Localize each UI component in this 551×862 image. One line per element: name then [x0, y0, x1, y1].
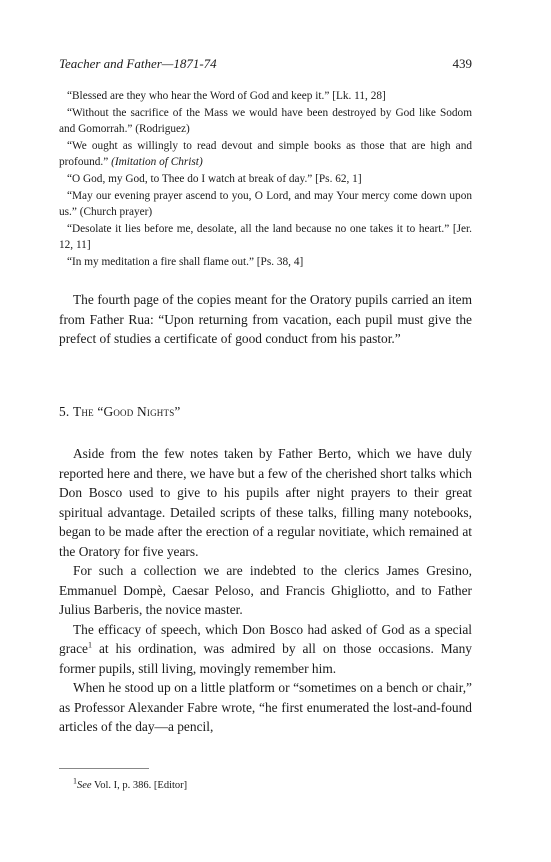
footnote — [59, 776, 472, 793]
section-body — [59, 444, 472, 737]
section-number: 5. — [59, 404, 70, 419]
page-number: 439 — [452, 56, 472, 71]
paragraph: When he stood up on a little platform or “sometimes on a bench or chair,” as Professor Alexander Fabre wrote, “he first enumerated the lost-and-found articles of the day—a pencil, — [59, 680, 472, 734]
footnote-reference: 1 — [88, 640, 92, 650]
quote: “In my meditation a fire shall flame out.” [Ps. 38, 4] — [67, 255, 304, 268]
footnote-rule — [59, 768, 149, 769]
quote: “We ought as willingly to read devout and simple books as those that are high and profound.” (Imitation of Christ) — [59, 139, 472, 169]
running-header — [59, 56, 472, 74]
section-title-word: Good — [103, 404, 134, 419]
section-title-word: Nights — [137, 404, 175, 419]
quote: “Blessed are they who hear the Word of God and keep it.” [Lk. 11, 28] — [67, 90, 386, 102]
quote: “Without the sacrifice of the Mass we would have been destroyed by God like Sodom and Gomorrah.” (Rodriguez) — [59, 106, 472, 136]
quote: “Desolate it lies before me, desolate, all the land because no one takes it to heart.” [Jer. 12, 11] — [59, 222, 472, 252]
section-title-post: ” — [174, 404, 181, 419]
quotation-list — [59, 88, 472, 271]
section-title-pre: The “ — [73, 404, 104, 419]
paragraph-oratory-note: The fourth page of the copies meant for the Oratory pupils carried an item from Father Rua: “Upon returning from vacation, each pupil must give the prefect of studies a certificate of good conduct from his pastor.” — [59, 292, 472, 346]
section-heading — [59, 404, 472, 420]
quote-source: (Imitation of Christ) — [111, 156, 203, 169]
quote: “O God, my God, to Thee do I watch at break of day.” [Ps. 62, 1] — [67, 172, 362, 185]
paragraph: The efficacy of speech, which Don Bosco had asked of God as a special grace$^1$ at his ordination, was admired by all on those occasions. Many former pupils, still living, movingly remember him. — [59, 621, 472, 676]
book-page — [59, 0, 472, 862]
footnote-see: See — [77, 780, 92, 791]
paragraph: Aside from the few notes taken by Father Berto, which we have duly reported here and there, we have but a few of the cherished short talks which Don Bosco used to give to his pupils after night prayers to their great spiritual advantage. Detailed scripts of these talks, filling many notebooks, began to be made after the erection of a regular novitiate, which remained at the Oratory for five years. — [59, 446, 472, 559]
footnote-marker: 1 — [73, 776, 77, 786]
footnote-text: Vol. I, p. 386. [Editor] — [91, 780, 188, 791]
quote: “May our evening prayer ascend to you, O Lord, and may Your mercy come down upon us.” (Church prayer) — [59, 189, 472, 219]
paragraph: For such a collection we are indebted to the clerics James Gresino, Emmanuel Dompè, Caesar Peloso, and Francis Ghigliotto, and to Father Julius Barberis, the novice master. — [59, 563, 472, 617]
running-title: Teacher and Father—1871-74 — [59, 56, 217, 71]
